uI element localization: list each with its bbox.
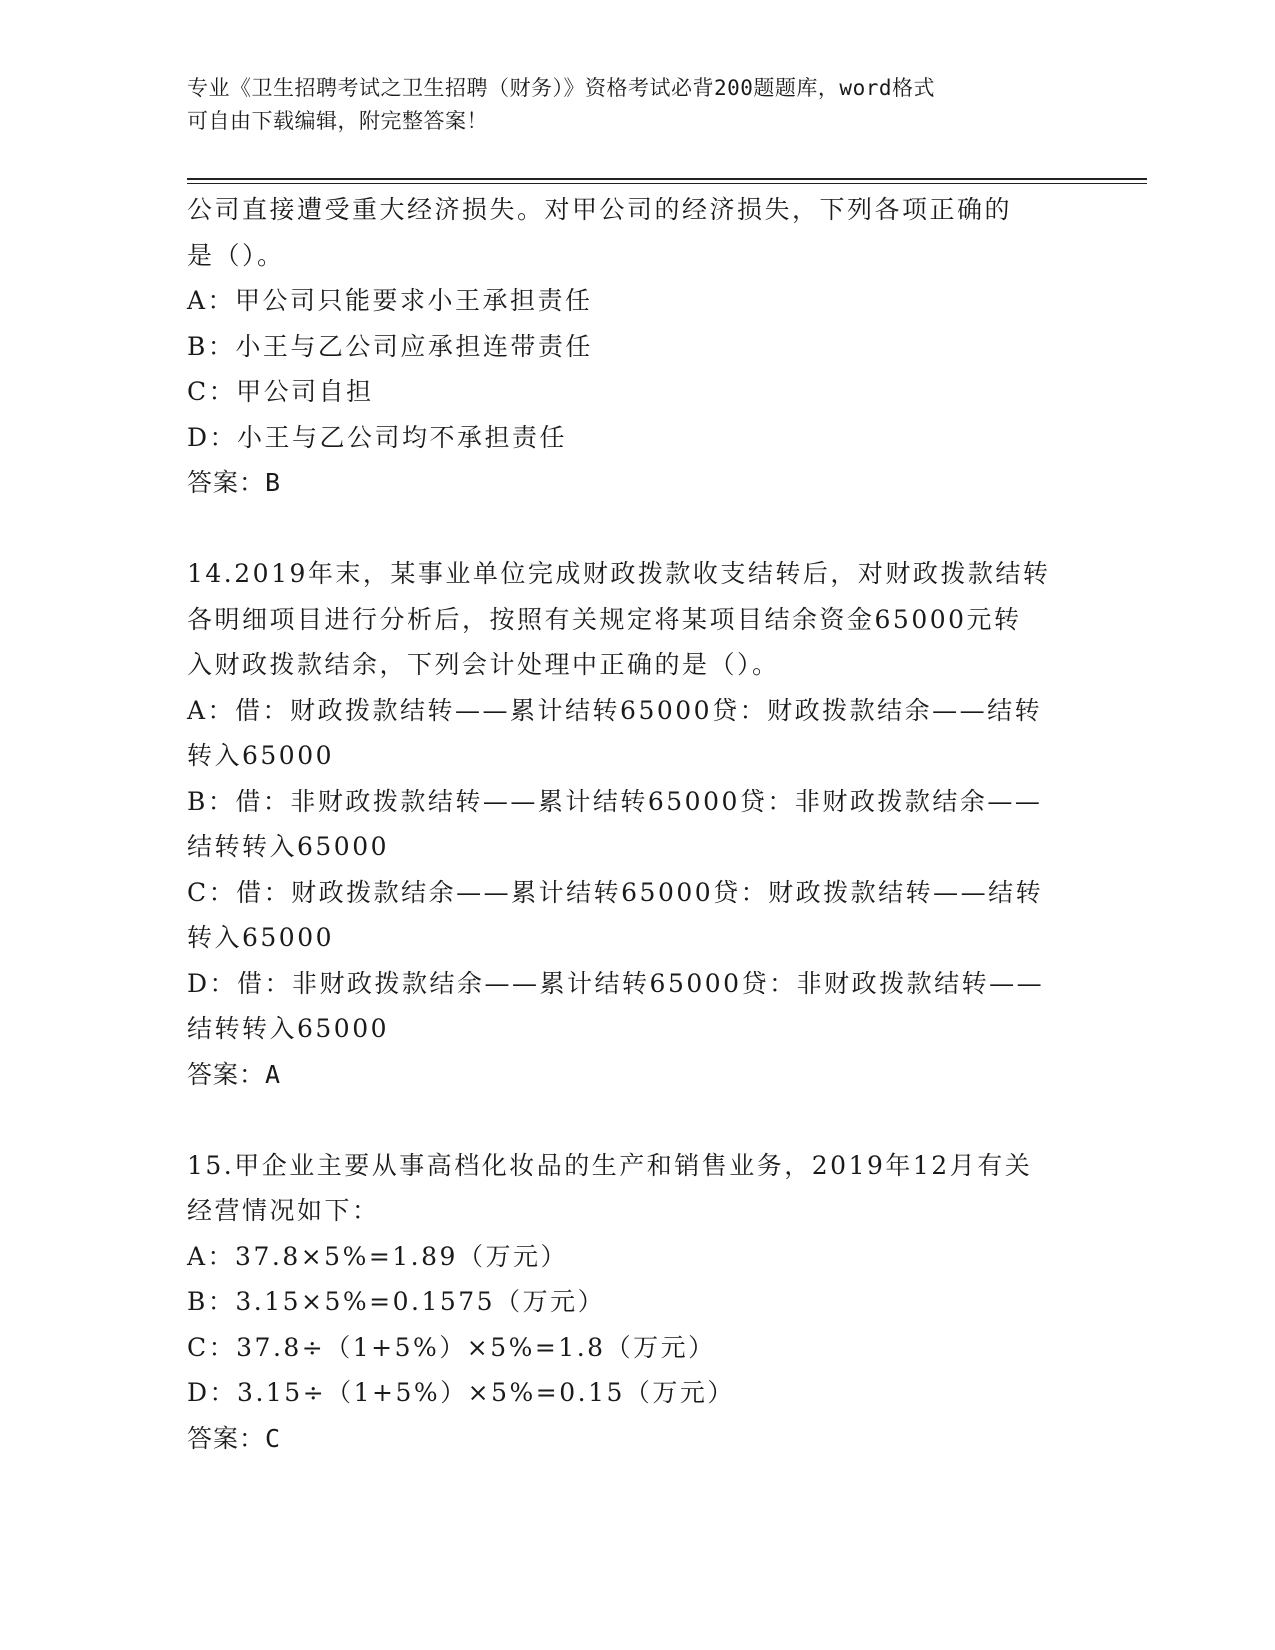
q14-option-c-line-1: C：借：财政拨款结余——累计结转65000贷：财政拨款结转——结转 — [187, 877, 1044, 907]
q15-stem-line-2: 经营情况如下： — [187, 1196, 380, 1225]
q13-option-a: A：甲公司只能要求小王承担责任 — [187, 286, 593, 315]
q15-option-d: D：3.15÷（1+5%）×5%=0.15（万元） — [187, 1378, 735, 1407]
q15-option-c: C：37.8÷（1+5%）×5%=1.8（万元） — [187, 1332, 716, 1362]
q15-option-a: A：37.8×5%=1.89（万元） — [187, 1241, 568, 1271]
q15-option-b: B：3.15×5%=0.1575（万元） — [187, 1287, 606, 1316]
q14-option-a-line-2: 转入65000 — [187, 741, 335, 770]
q14-option-d-line-1: D：借：非财政拨款结余——累计结转65000贷：非财政拨款结转—— — [187, 968, 1045, 998]
spacer — [187, 506, 1087, 552]
header-line-2: 可自由下载编辑，附完整答案！ — [187, 109, 488, 133]
q13-answer: 答案：B — [187, 468, 282, 497]
header-divider-thick — [187, 178, 1147, 180]
q15-stem-line-1: 15.甲企业主要从事高档化妆品的生产和销售业务，2019年12月有关 — [187, 1150, 1033, 1180]
q14-option-c-line-2: 转入65000 — [187, 923, 335, 952]
q14-stem-line-2: 各明细项目进行分析后，按照有关规定将某项目结余资金65000元转 — [187, 604, 1022, 634]
q14-option-a-line-1: A：借：财政拨款结转——累计结转65000贷：财政拨款结余——结转 — [187, 695, 1043, 725]
q14-option-b-line-1: B：借：非财政拨款结转——累计结转65000贷：非财政拨款结余—— — [187, 786, 1043, 816]
document-header — [187, 72, 1087, 138]
q13-stem-line-2: 是（）。 — [187, 240, 285, 270]
header-line-1: 专业《卫生招聘考试之卫生招聘（财务）》资格考试必背200题题库，word格式 — [187, 76, 935, 100]
q13-option-b: B：小王与乙公司应承担连带责任 — [187, 331, 593, 361]
q14-stem-line-3: 入财政拨款结余，下列会计处理中正确的是（）。 — [187, 650, 780, 679]
q13-option-d: D：小王与乙公司均不承担责任 — [187, 422, 568, 452]
q13-option-c: C：甲公司自担 — [187, 377, 374, 406]
spacer — [187, 1097, 1087, 1143]
q14-option-b-line-2: 结转转入65000 — [187, 832, 390, 861]
document-body — [187, 187, 1087, 1461]
q14-stem-line-1: 14.2019年末，某事业单位完成财政拨款收支结转后，对财政拨款结转 — [187, 559, 1051, 588]
q15-answer: 答案：C — [187, 1423, 282, 1453]
q14-answer: 答案：A — [187, 1059, 282, 1089]
header-divider-thin — [187, 183, 1147, 184]
q14-option-d-line-2: 结转转入65000 — [187, 1014, 390, 1043]
q13-stem-line-1: 公司直接遭受重大经济损失。对甲公司的经济损失，下列各项正确的 — [187, 195, 1013, 224]
